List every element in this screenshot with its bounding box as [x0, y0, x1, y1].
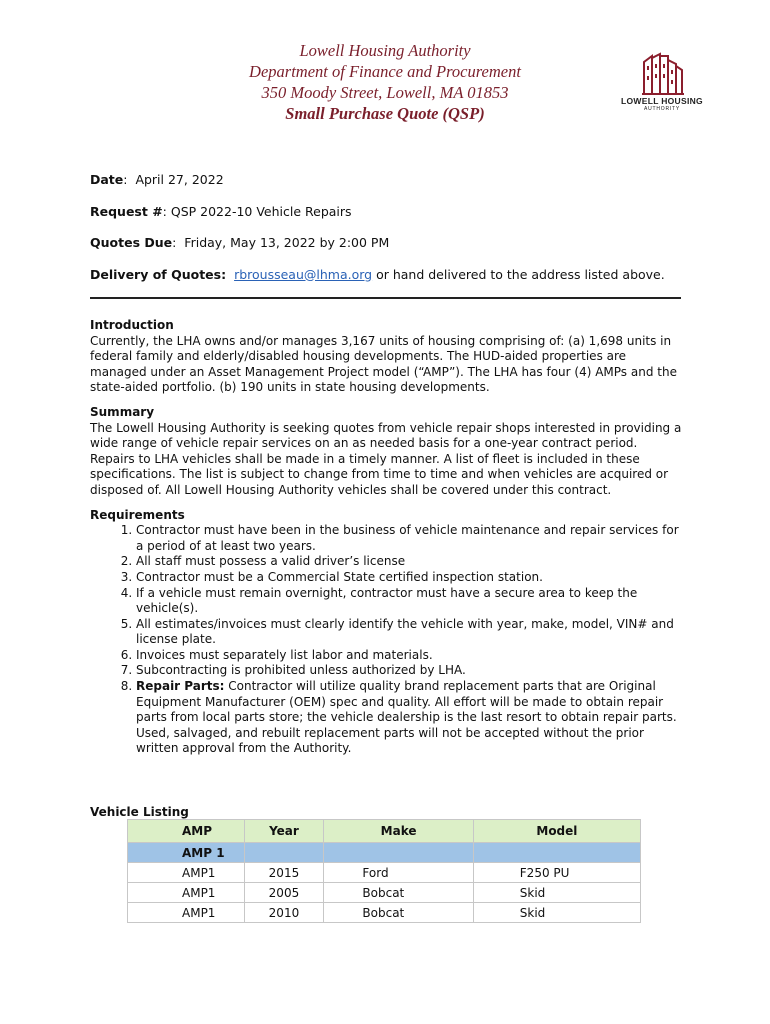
table-header-row [128, 820, 641, 843]
column-header-amp: AMP [128, 820, 245, 843]
section-divider [90, 297, 681, 299]
summary-title: Summary [90, 404, 155, 419]
date-value: April 27, 2022 [135, 172, 224, 187]
summary-text: The Lowell Housing Authority is seeking quotes from vehicle repair shops interested in providing a wide range of vehicle repair services on an as needed basis for a one-year contract period. Repairs to LHA vehicles shall be made in a timely manner. A list of fleet is included in these specifications. The list is subject to change from time to time and when vehicles are acquired or disposed of. All Lowell Housing Authority vehicles shall be covered under this contract. [90, 420, 682, 497]
cell-make: Bobcat [324, 883, 473, 903]
cell-model: Skid [473, 903, 640, 923]
requirements-title: Requirements [90, 507, 185, 522]
requirement-item: 2. All staff must possess a valid driver’s license [136, 554, 682, 570]
requirements-section [90, 508, 682, 758]
requirement-item: 1. Contractor must have been in the business of vehicle maintenance and repair services for a period of at least two years. [136, 523, 682, 554]
request-label: Request # [90, 203, 163, 219]
cell-make: Ford [324, 863, 473, 883]
requirement-item: 4. If a vehicle must remain overnight, contractor must have a secure area to keep the vehicle(s). [136, 586, 682, 617]
vehicle-listing-table [127, 819, 641, 923]
repair-parts-label: Repair Parts: [136, 679, 225, 694]
cell-year: 2015 [244, 863, 324, 883]
date-label: Date [90, 172, 124, 187]
logo-line-2: AUTHORITY [643, 106, 681, 112]
date-row: Date: April 27, 2022 [90, 172, 224, 187]
department-name: Department of Finance and Procurement [249, 62, 521, 81]
cell-model: F250 PU [473, 863, 640, 883]
request-row: Request #: QSP 2022-10 Vehicle Repairs [90, 203, 352, 219]
column-header-year: Year [244, 820, 324, 843]
cell-amp: AMP1 [128, 883, 245, 903]
delivery-row [90, 267, 665, 299]
due-label: Quotes Due [90, 235, 173, 250]
org-address: 350 Moody Street, Lowell, MA 01853 [261, 83, 509, 102]
requirement-item-repair-parts [136, 679, 682, 757]
requirement-item: 6. Invoices must separately list labor and materials. [136, 648, 682, 664]
delivery-label: Delivery of Quotes: [90, 266, 227, 282]
logo-line-1: LOWELL HOUSING [621, 96, 703, 106]
repair-parts-text: Contractor will utilize quality brand replacement parts that are Original Equipment Manufacturer (OEM) spec and quality. All effort will be made to obtain repair parts from local parts store; the vehicle dealership is the last resort to obtain repair parts. Used, salvaged, and rebuilt replacement parts will not be accepted without the prior written approval from the Authority. [136, 679, 677, 756]
table-row [128, 863, 641, 883]
cell-make: Bobcat [324, 903, 473, 923]
lha-logo [614, 52, 710, 122]
cell-model: Skid [473, 883, 640, 903]
requirement-item: 5. All estimates/invoices must clearly identify the vehicle with year, make, model, VIN# and license plate. [136, 617, 682, 648]
document-title: Small Purchase Quote (QSP) [285, 104, 485, 123]
cell-year: 2010 [244, 903, 324, 923]
table-row [128, 883, 641, 903]
requirement-item: 3. Contractor must be a Commercial State certified inspection station. [136, 570, 682, 586]
org-name: Lowell Housing Authority [299, 41, 471, 60]
vehicle-listing-title: Vehicle Listing [90, 805, 189, 819]
group-label: AMP 1 [128, 843, 245, 863]
cell-amp: AMP1 [128, 903, 245, 923]
table-row [128, 903, 641, 923]
delivery-note: or hand delivered to the address listed above. [376, 266, 665, 282]
delivery-email-link[interactable]: rbrousseau@lhma.org [234, 266, 373, 282]
request-value: QSP 2022-10 Vehicle Repairs [170, 203, 352, 219]
introduction-title: Introduction [90, 318, 174, 332]
introduction-section [90, 318, 682, 396]
column-header-make: Make [324, 820, 473, 843]
document-header [180, 40, 590, 124]
due-value: Friday, May 13, 2022 by 2:00 PM [184, 235, 390, 250]
introduction-text: Currently, the LHA owns and/or manages 3,167 units of housing comprising of: (a) 1,698 units in federal family and elderly/disabled housing developments. The HUD-aided properties are managed under an Asset Management Project model (“AMP”). The LHA has four (4) AMPs and the state-aided portfolio. (b) 190 units in state housing developments. [90, 333, 677, 395]
building-logo-icon [638, 52, 686, 96]
column-header-model: Model [473, 820, 640, 843]
requirements-list [90, 523, 682, 757]
quote-meta [90, 172, 665, 298]
document-body [90, 318, 682, 757]
cell-amp: AMP1 [128, 863, 245, 883]
due-row: Quotes Due: Friday, May 13, 2022 by 2:00 PM [90, 235, 390, 250]
cell-year: 2005 [244, 883, 324, 903]
summary-section [90, 405, 682, 499]
table-group-row [128, 843, 641, 863]
requirement-item: 7. Subcontracting is prohibited unless authorized by LHA. [136, 663, 682, 679]
